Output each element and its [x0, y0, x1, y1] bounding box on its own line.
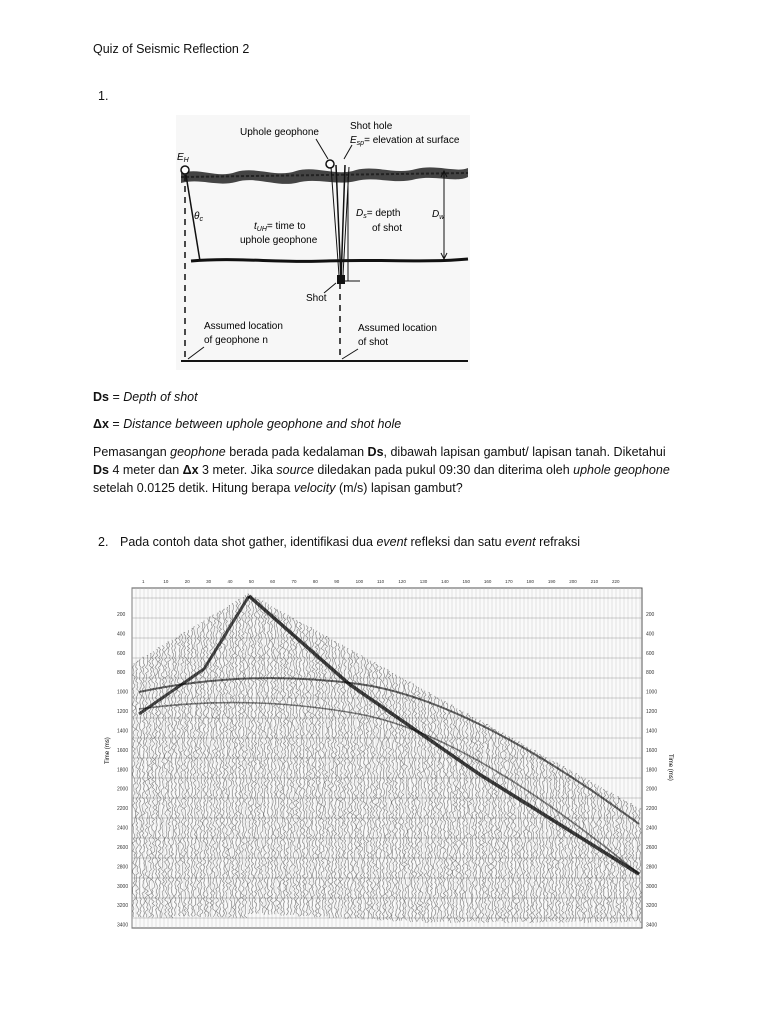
x-tick-label: 1	[142, 579, 145, 584]
x-tick-label: 60	[270, 579, 276, 584]
y-tick-label-left: 2000	[117, 786, 129, 793]
ds-label-line2: of shot	[372, 223, 403, 234]
theta-c-label: $\theta_c$	[194, 211, 203, 223]
y-tick-label-right: 3200	[646, 903, 658, 910]
y-tick-label-right: 1400	[646, 728, 658, 735]
assumed-geophone-label-1: Assumed location	[204, 321, 283, 332]
y-tick-label-left: 1400	[117, 728, 129, 735]
y-tick-label-right: 600	[646, 650, 655, 657]
x-tick-label: 120	[398, 579, 406, 584]
ds-label: $D_s=$ depth	[356, 208, 401, 220]
uphole-survey-diagram	[176, 115, 470, 370]
y-tick-label-left: 1200	[117, 709, 129, 716]
shot-charge	[337, 275, 345, 284]
y-tick-label-left: 1000	[117, 689, 129, 696]
y-tick-label-right: 2400	[646, 825, 658, 832]
question-2-text: 2. Pada contoh data shot gather, identifikasi dua event refleksi dan satu event refraksi	[98, 535, 581, 549]
y-tick-label-right: 2600	[646, 844, 658, 851]
definition-dx: Δx = Distance between uphole geophone and shot hole	[93, 417, 402, 431]
y-tick-label-left: 2600	[117, 844, 129, 851]
uphole-geophone-label: Uphole geophone	[240, 127, 319, 138]
shot-hole-label: Shot hole	[350, 121, 393, 132]
y-tick-label-left: 200	[117, 612, 126, 618]
y-tick-label-right: 3400	[646, 922, 658, 929]
y-tick-label-left: 1800	[117, 767, 129, 774]
x-tick-label: 10	[163, 579, 169, 584]
x-tick-label: 150	[462, 579, 470, 584]
y-tick-label-right: 1000	[646, 689, 658, 696]
x-tick-label: 40	[227, 579, 233, 584]
y-tick-label-right: 2800	[646, 864, 658, 871]
y-tick-label-right: 3000	[646, 883, 658, 890]
tuh-label: $t_{UH}=$ time to	[254, 221, 306, 233]
shot-label: Shot	[306, 293, 327, 304]
x-tick-label: 140	[441, 579, 449, 584]
x-tick-label: 200	[569, 579, 577, 584]
y-axis-label-left: Time (ms)	[105, 737, 111, 764]
y-tick-label-left: 3200	[117, 903, 129, 910]
y-tick-label-left: 2800	[117, 864, 129, 871]
y-tick-label-right: 1200	[646, 709, 658, 716]
y-tick-label-left: 2400	[117, 825, 129, 832]
y-axis-label-right: Time (ms)	[667, 754, 673, 781]
assumed-shot-label-1: Assumed location	[358, 323, 437, 334]
x-tick-label: 170	[505, 579, 513, 584]
y-tick-label-right: 800	[646, 670, 655, 677]
x-tick-label: 130	[419, 579, 428, 584]
y-tick-label-left: 1600	[117, 747, 129, 754]
x-tick-label: 160	[483, 579, 492, 584]
y-tick-label-left: 3400	[117, 922, 129, 929]
x-tick-label: 20	[184, 579, 190, 584]
document-title: Quiz of Seismic Reflection 2	[93, 42, 250, 56]
y-tick-label-right: 200	[646, 612, 655, 618]
esp-label: $E_{sp}=$ elevation at surface	[350, 135, 460, 147]
x-tick-label: 190	[547, 579, 556, 584]
assumed-shot-label-2: of shot	[358, 337, 389, 348]
y-tick-label-left: 400	[117, 631, 126, 638]
definition-ds: Ds = Depth of shot	[93, 390, 198, 404]
eh-geophone-icon	[181, 166, 189, 174]
x-tick-label: 50	[248, 579, 254, 584]
question-1-text: Pemasangan geophone berada pada kedalaman Ds, dibawah lapisan gambut/ lapisan tanah. Diketahui Ds 4 meter dan Δx 3 meter. Jika source diledakan pada pukul 09:30 dan diterima oleh uphole geophone setelah 0.0125 detik. Hitung berapa velocity (m/s) lapisan gambut?	[93, 445, 670, 495]
x-tick-label: 70	[291, 579, 297, 584]
x-tick-label: 100	[355, 579, 364, 584]
x-tick-label: 210	[590, 579, 599, 584]
x-tick-label: 80	[312, 579, 318, 584]
y-tick-label-right: 1800	[646, 767, 658, 774]
y-tick-label-right: 1600	[646, 747, 658, 754]
x-tick-label: 110	[377, 579, 385, 584]
y-tick-label-left: 800	[117, 670, 126, 677]
x-tick-label: 90	[334, 579, 340, 584]
y-tick-label-right: 2200	[646, 806, 658, 813]
y-tick-label-left: 3000	[117, 883, 129, 890]
assumed-geophone-label-2: of geophone n	[204, 335, 268, 346]
dw-label: $D_w$	[432, 209, 445, 221]
y-tick-label-right: 400	[646, 631, 655, 638]
tuh-label-line2: uphole geophone	[240, 235, 318, 246]
shot-gather-figure	[99, 574, 677, 936]
x-tick-label: 30	[206, 579, 212, 584]
y-tick-label-left: 600	[117, 650, 126, 657]
x-tick-label: 220	[612, 579, 620, 584]
uphole-geophone-icon	[326, 160, 334, 168]
eh-label: $E_H$	[177, 152, 189, 164]
question-1-number: 1.	[98, 89, 109, 103]
y-tick-label-right: 2000	[646, 786, 658, 793]
y-tick-label-left: 2200	[117, 806, 129, 813]
x-tick-label: 180	[526, 579, 535, 584]
